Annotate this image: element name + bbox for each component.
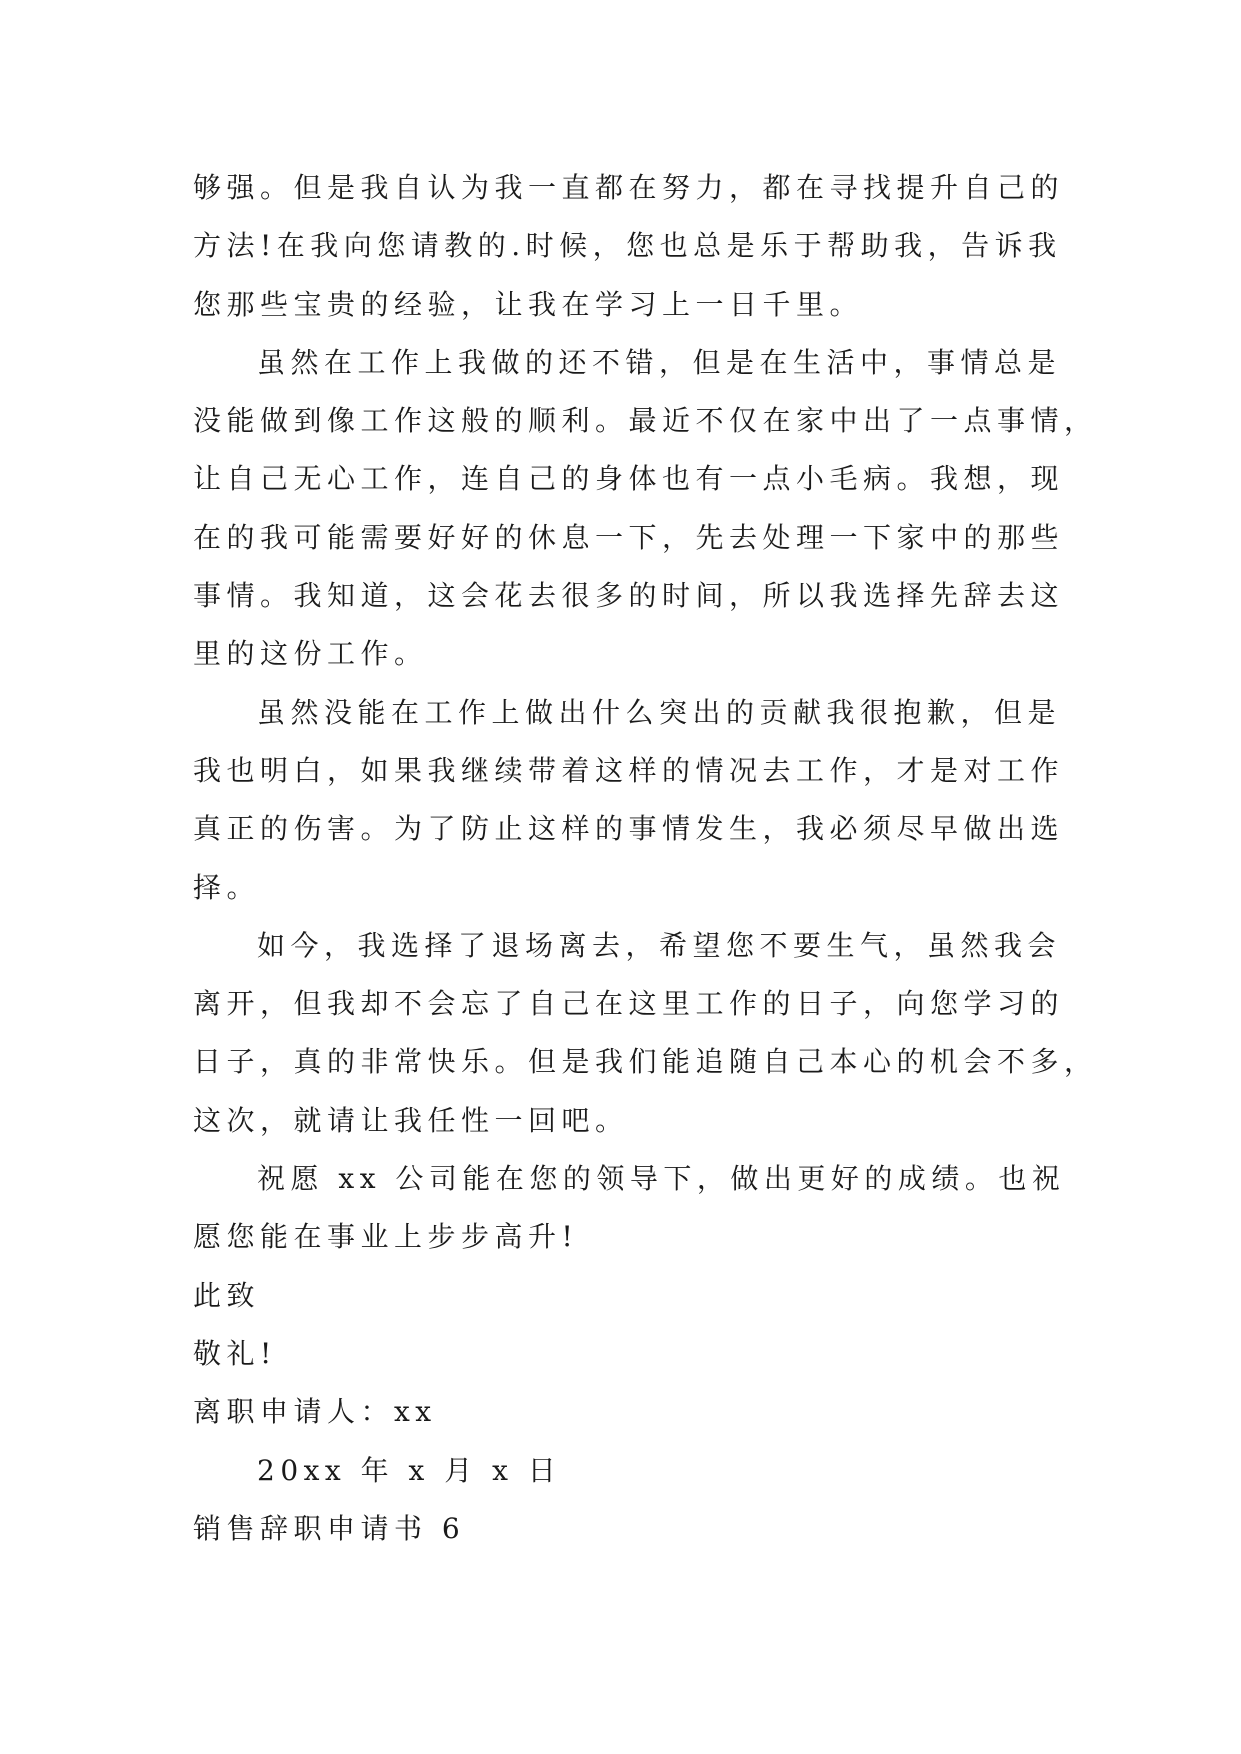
paragraph-start-line: 虽然在工作上我做的还不错，但是在生活中，事情总是: [257, 345, 1062, 379]
text-line: 您那些宝贵的经验，让我在学习上一日千里。: [193, 287, 864, 321]
text-line: 择。: [193, 870, 261, 904]
paragraph-start-line: 虽然没能在工作上做出什么突出的贡献我很抱歉，但是: [257, 695, 1062, 729]
text-line: 事情。我知道，这会花去很多的时间，所以我选择先辞去这: [193, 579, 1065, 613]
text-line: 让自己无心工作，连自己的身体也有一点小毛病。我想，现: [193, 462, 1065, 496]
text-line: 够强。但是我自认为我一直都在努力，都在寻找提升自己的: [193, 171, 1065, 204]
section-heading: 销售辞职申请书 6: [193, 1511, 466, 1545]
document-body: [193, 159, 1098, 1558]
text-line: 方法!在我向您请教的.时候，您也总是乐于帮助我，告诉我: [193, 229, 1062, 263]
text-line: 没能做到像工作这般的顺利。最近不仅在家中出了一点事情，: [193, 404, 1098, 438]
text-line: 愿您能在事业上步步高升!: [193, 1220, 579, 1254]
closing-line: 此致: [193, 1278, 261, 1312]
text-line: 离开，但我却不会忘了自己在这里工作的日子，向您学习的: [193, 987, 1065, 1021]
applicant-line: 离职申请人：xx: [193, 1395, 437, 1429]
text-line: 里的这份工作。: [193, 637, 428, 671]
text-line: 在的我可能需要好好的休息一下，先去处理一下家中的那些: [193, 520, 1065, 554]
text-line: 这次，就请让我任性一回吧。: [193, 1103, 629, 1137]
text-line: 真正的伤害。为了防止这样的事情发生，我必须尽早做出选: [193, 812, 1065, 846]
salutation-line: 敬礼!: [193, 1336, 277, 1370]
paragraph-start-line: 如今，我选择了退场离去，希望您不要生气，虽然我会: [257, 928, 1062, 962]
date-line: 20xx 年 x 月 x 日: [257, 1453, 562, 1487]
text-line: 我也明白，如果我继续带着这样的情况去工作，才是对工作: [193, 753, 1065, 787]
text-line: 日子，真的非常快乐。但是我们能追随自己本心的机会不多，: [193, 1045, 1098, 1079]
paragraph-start-line: 祝愿 xx 公司能在您的领导下，做出更好的成绩。也祝: [257, 1162, 1066, 1196]
